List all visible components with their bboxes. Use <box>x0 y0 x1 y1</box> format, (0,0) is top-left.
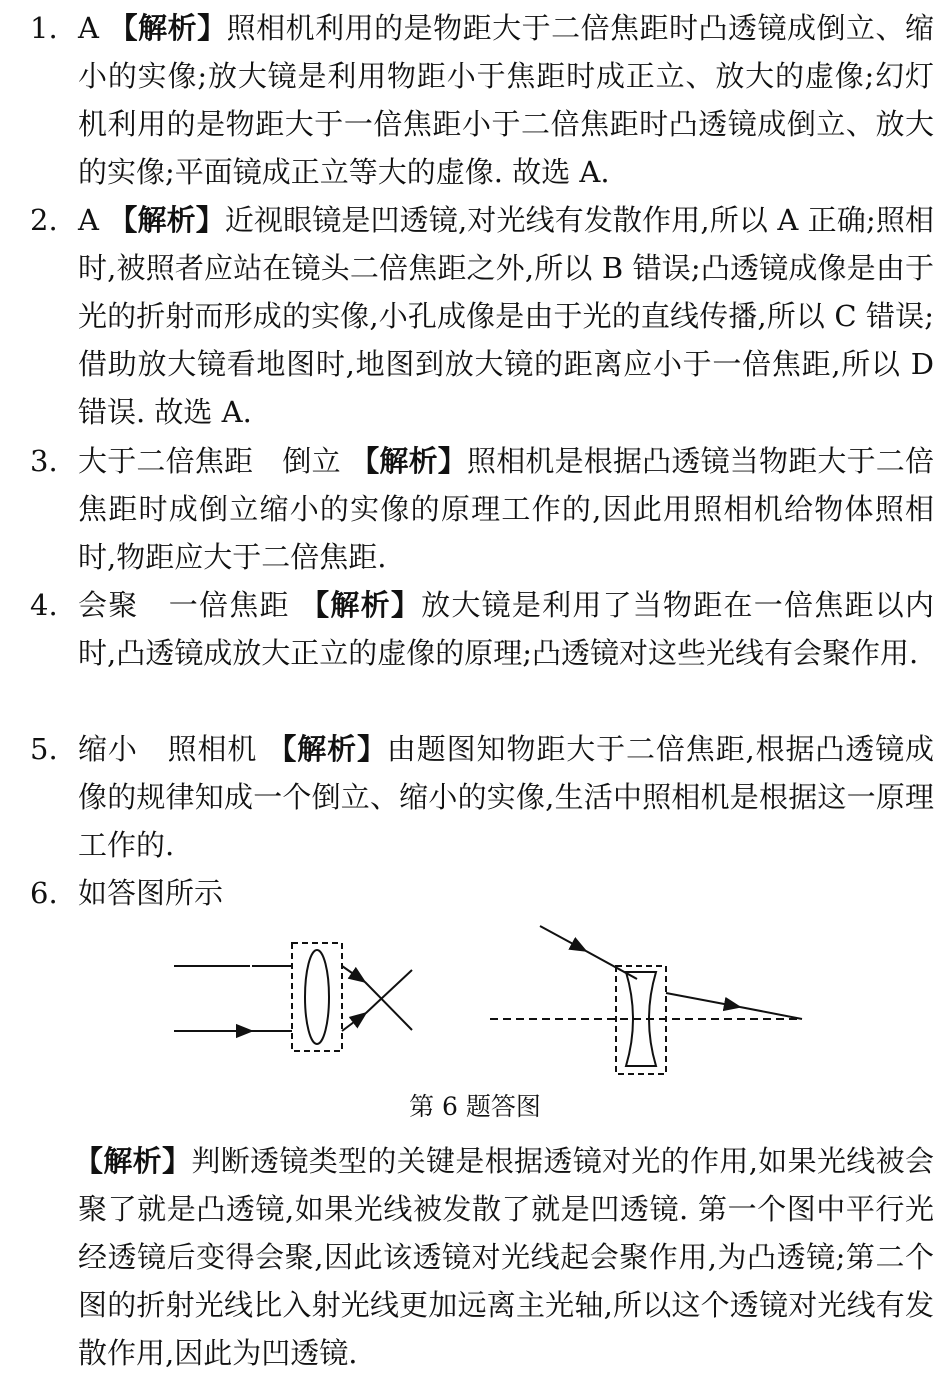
refracted-ray-upper-a <box>342 966 365 982</box>
analysis-text: 放大镜是利用了当物距在一倍焦距以内时,凸透镜成放大正立的虚像的原理;凸透镜对这些光线有会聚作用. <box>78 588 934 670</box>
analysis-tag: 【解析】 <box>350 444 467 478</box>
analysis-tag: 【解析】 <box>108 203 225 237</box>
analysis-text: 照相机利用的是物距大于二倍焦距时凸透镜成倒立、缩小的实像;放大镜是利用物距小于焦距时成正立、放大的虚像;幻灯机利用的是物距大于一倍焦距小于二倍焦距时凸透镜成倒立、放大的实像;平面镜成正立等大的虚像. 故选 A. <box>78 11 934 189</box>
analysis-tag: 【解析】 <box>267 732 387 766</box>
analysis-tag: 【解析】 <box>300 588 422 622</box>
item-body <box>78 869 934 917</box>
item-answer: 如答图所示 <box>78 876 224 910</box>
item-answer: 会聚 一倍焦距 <box>78 588 290 622</box>
analysis-tag: 【解析】 <box>108 11 227 45</box>
item-answer: 大于二倍焦距 倒立 <box>78 444 341 478</box>
incident-ray <box>540 926 586 951</box>
analysis-text: 近视眼镜是凹透镜,对光线有发散作用,所以 A 正确;照相时,被照者应站在镜头二倍焦距之外,所以 B 错误;凸透镜成像是由于光的折射而形成的实像,小孔成像是由于光的直线传播,所以 C 错误;借助放大镜看地图时,地图到放大镜的距离应小于一倍焦距,所以 D 错误. 故选 A. <box>78 203 934 429</box>
item-body <box>78 196 934 436</box>
item-body <box>78 4 934 196</box>
analysis-text: 由题图知物距大于二倍焦距,根据凸透镜成像的规律知成一个倒立、缩小的实像,生活中照相机是根据这一原理工作的. <box>78 732 934 862</box>
convex-lens-icon <box>305 950 329 1044</box>
item-number: 6. <box>30 876 58 910</box>
item-answer: 缩小 照相机 <box>78 732 258 766</box>
analysis-text: 判断透镜类型的关键是根据透镜对光的作用,如果光线被会聚了就是凸透镜,如果光线被发散了就是凹透镜. 第一个图中平行光经透镜后变得会聚,因此该透镜对光线起会聚作用,为凸透镜;第二个图的折射光线比入射光线更加远离主光轴,所以这个透镜对光线有发散作用,因此为凹透镜. <box>78 1144 934 1370</box>
convex-lens-figure <box>174 943 412 1051</box>
item-body <box>78 725 934 869</box>
lens-dashed-box <box>292 943 342 1051</box>
item-body <box>78 437 934 581</box>
analysis-tag: 【解析】 <box>74 1144 192 1178</box>
item-number: 3. <box>30 444 58 478</box>
analysis-text: 照相机是根据凸透镜当物距大于二倍焦距时成倒立缩小的实像的原理工作的,因此用照相机给物体照相时,物距应大于二倍焦距. <box>78 444 934 574</box>
concave-lens-figure <box>490 926 802 1074</box>
item-number: 1. <box>30 11 58 45</box>
figure-caption: 第 6 题答图 <box>409 1092 541 1121</box>
item-number: 4. <box>30 588 58 622</box>
item-number: 2. <box>30 203 58 237</box>
item-answer: A <box>78 11 99 45</box>
lens-diagram <box>150 918 850 1088</box>
item-body <box>78 581 934 677</box>
refracted-ray <box>666 993 740 1007</box>
item-number: 5. <box>30 732 58 766</box>
item-answer: A <box>78 203 99 237</box>
refracted-ray-lower-a <box>342 1013 366 1031</box>
item-body <box>74 1137 934 1377</box>
